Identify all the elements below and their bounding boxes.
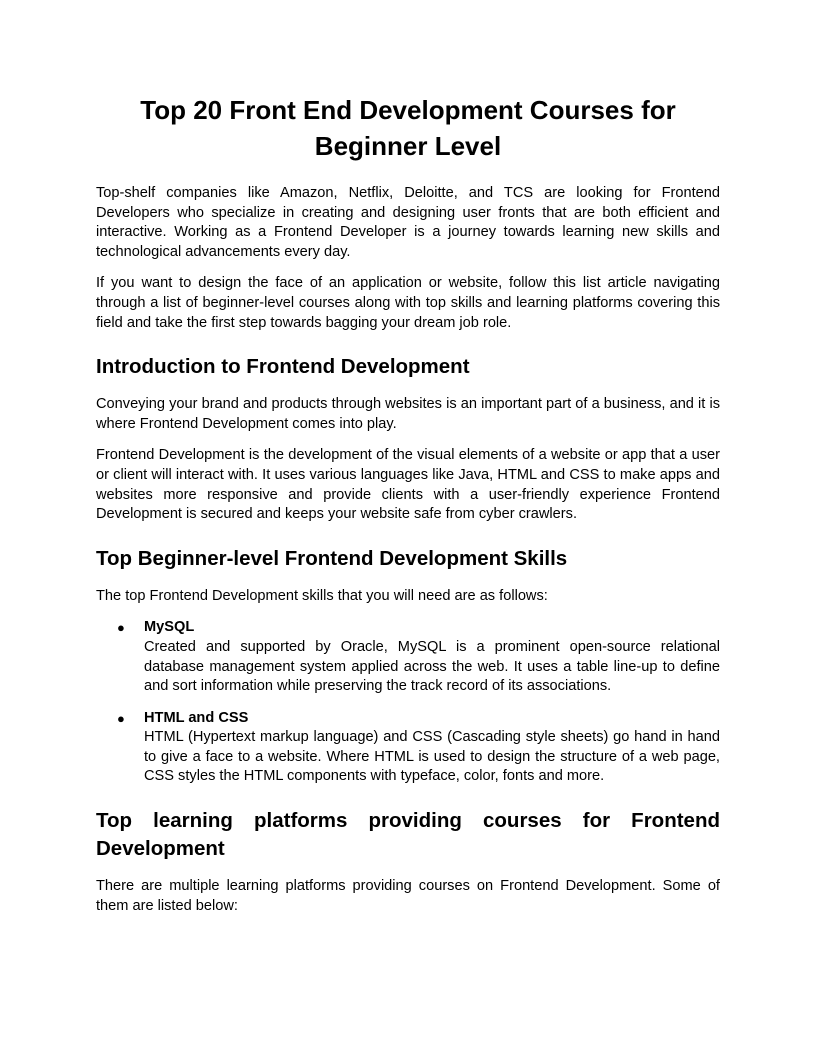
intro-paragraph-1: Top-shelf companies like Amazon, Netflix, Deloitte, and TCS are looking for Frontend Developers who specialize in creating and designing user fronts that are both efficient and interactive. Working as a Frontend Developer is a journey towards learning new skills and technological advancements every day. [96, 185, 720, 260]
list-item [96, 618, 720, 696]
section-heading-introduction: Introduction to Frontend Development [96, 355, 470, 379]
document-page [96, 92, 720, 928]
introduction-paragraph-1: Conveying your brand and products through websites is an important part of a business, and it is where Frontend Development comes into play. [96, 396, 720, 432]
bullet-icon: ● [117, 620, 125, 636]
bullet-icon: ● [117, 710, 125, 726]
skill-title: HTML and CSS [144, 709, 249, 726]
section-heading-skills: Top Beginner-level Frontend Development Skills [96, 546, 568, 570]
skill-title: MySQL [144, 619, 195, 636]
skills-list [96, 618, 720, 787]
document-title [96, 92, 720, 164]
introduction-paragraph-2: Frontend Development is the development of the visual elements of a website or app that a user or client will interact with. It uses various languages like Java, HTML and CSS to make apps and websites more responsive and provide clients with a user-friendly experience Frontend Development is secured and keeps your website safe from cyber crawlers. [96, 447, 720, 523]
skill-description: Created and supported by Oracle, MySQL is a prominent open-source relational database management system applied across the web. It uses a table line-up to define and sort information while preserving the track record of its associations. [144, 638, 720, 695]
title-line-2: Beginner Level [314, 131, 502, 161]
platforms-paragraph: There are multiple learning platforms providing courses on Frontend Development. Some of them are listed below: [96, 878, 720, 914]
skills-intro-paragraph: The top Frontend Development skills that you will need are as follows: [96, 587, 548, 604]
skill-description: HTML (Hypertext markup language) and CSS (Cascading style sheets) go hand in hand to give a face to a website. Where HTML is used to design the structure of a web page, CSS styles the HTML components with typeface, color, fonts and more. [144, 729, 720, 785]
section-heading-platforms: Top learning platforms providing courses for Frontend Development [96, 809, 720, 861]
title-line-1: Top 20 Front End Development Courses for [140, 95, 676, 125]
list-item [96, 709, 720, 787]
intro-paragraph-2: If you want to design the face of an application or website, follow this list article navigating through a list of beginner-level courses along with top skills and learning platforms covering this field and take the first step towards bagging your dream job role. [96, 275, 720, 331]
